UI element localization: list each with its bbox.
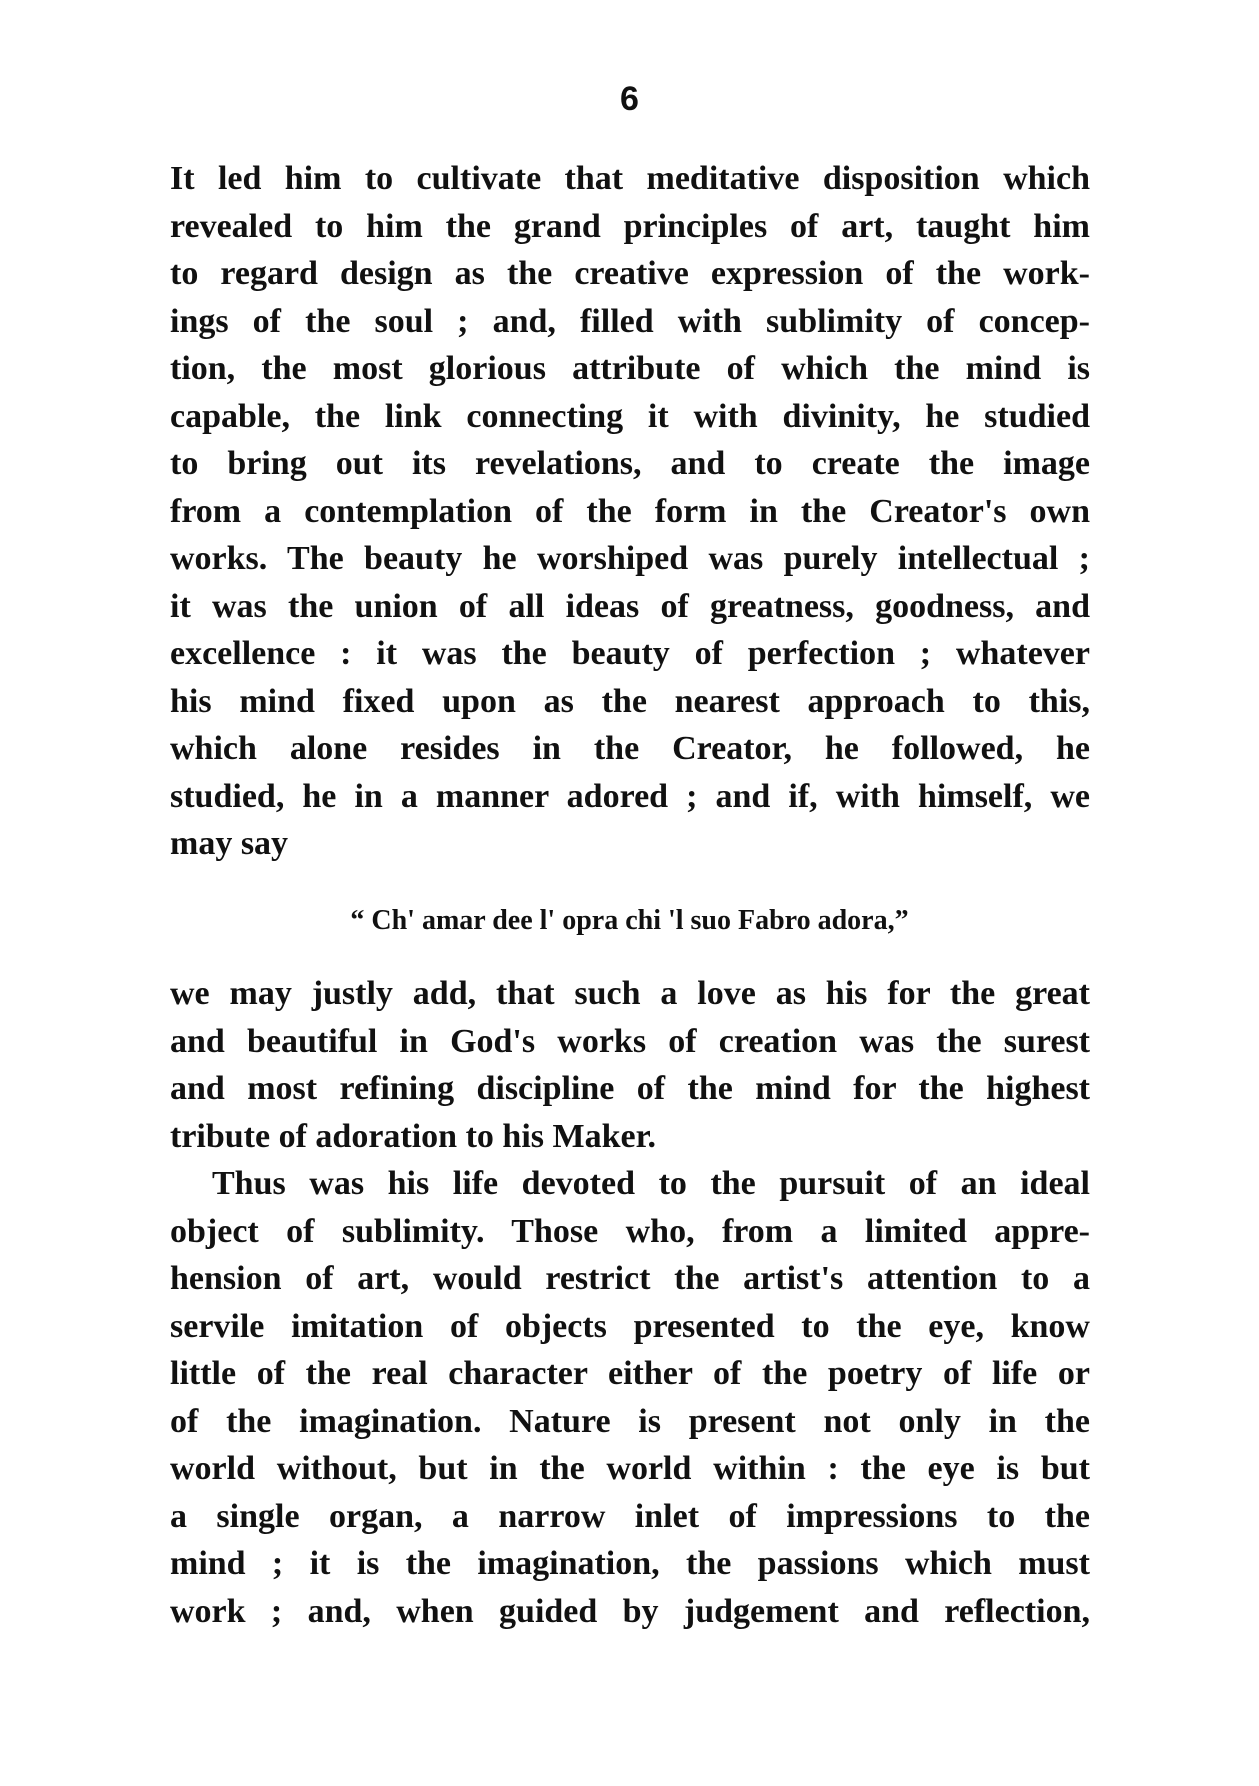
paragraph-3 — [170, 1160, 1090, 1635]
text-line: servile imitation of objects presented to the eye, know — [170, 1307, 1090, 1345]
text-line: a single organ, a narrow inlet of impressions to the — [170, 1497, 1090, 1535]
text-line: It led him to cultivate that meditative disposition which — [170, 160, 1090, 197]
text-line: works. The beauty he worshiped was purely intellectual ; — [170, 540, 1090, 577]
text-line: work ; and, when guided by judgement and reflection, — [170, 1592, 1090, 1630]
text-line: mind ; it is the imagination, the passions which must — [170, 1545, 1090, 1582]
text-line: to bring out its revelations, and to create the image — [170, 445, 1090, 482]
verse-quote: “ Ch' amar dee l' opra chi 'l suo Fabro adora,” — [350, 905, 909, 936]
text-line: studied, he in a manner adored ; and if, with himself, we — [170, 777, 1090, 815]
text-line: it was the union of all ideas of greatness, goodness, and — [170, 587, 1090, 625]
text-line: ings of the soul ; and, filled with sublimity of concep- — [170, 302, 1090, 340]
text-line: tion, the most glorious attribute of which the mind is — [170, 350, 1090, 387]
text-line: may say — [170, 825, 289, 862]
text-line: and beautiful in God's works of creation was the surest — [170, 1022, 1090, 1060]
text-line: excellence : it was the beauty of perfection ; whatever — [170, 635, 1090, 672]
paragraph-1 — [170, 155, 1090, 868]
page-number: 6 — [620, 80, 639, 118]
text-line: little of the real character either of the poetry of life or — [170, 1355, 1090, 1392]
text-line: his mind fixed upon as the nearest approach to this, — [170, 682, 1090, 720]
text-line: Thus was his life devoted to the pursuit of an ideal — [212, 1165, 1090, 1202]
text-line: we may justly add, that such a love as his for the great — [170, 975, 1090, 1012]
text-line: of the imagination. Nature is present not only in the — [170, 1402, 1090, 1440]
text-line: revealed to him the grand principles of art, taught him — [170, 207, 1090, 245]
text-line: from a contemplation of the form in the Creator's own — [170, 492, 1090, 530]
text-line: to regard design as the creative expression of the work- — [170, 255, 1090, 292]
text-line: hension of art, would restrict the artist's attention to a — [170, 1260, 1090, 1297]
text-line: tribute of adoration to his Maker. — [170, 1117, 657, 1155]
text-line: world without, but in the world within : the eye is but — [170, 1450, 1090, 1487]
text-line: object of sublimity. Those who, from a limited appre- — [170, 1212, 1090, 1250]
text-line: which alone resides in the Creator, he followed, he — [170, 730, 1090, 767]
text-line: and most refining discipline of the mind for the highest — [170, 1070, 1090, 1107]
paragraph-2 — [170, 970, 1090, 1160]
text-line: capable, the link connecting it with divinity, he studied — [170, 397, 1090, 435]
